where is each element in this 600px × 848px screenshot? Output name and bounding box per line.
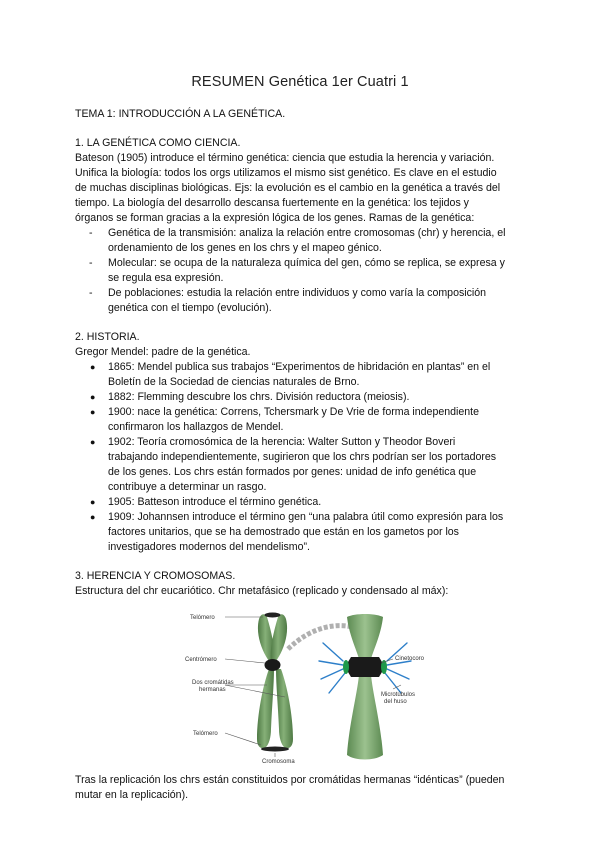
list-item (75, 495, 535, 510)
kinetochore-left (343, 660, 349, 674)
label-microtubules-2: del huso (384, 699, 407, 705)
section-1-paragraph-line: Bateson (1905) introduce el término genética: ciencia que estudia la herencia y variación. (75, 152, 495, 164)
section-1-heading: 1. LA GENÉTICA COMO CIENCIA. (75, 137, 241, 149)
section-3-after-line: Tras la replicación los chrs están constituidos por cromátidas hermanas “idénticas” (pueden (75, 774, 505, 786)
transition-arrow (288, 626, 360, 649)
list-item-line: ordenamiento de los genes en los chrs y el mapeo génico. (108, 242, 382, 254)
chromatid-right-upper (347, 614, 383, 659)
list-item-line: se regula esa expresión. (108, 272, 224, 284)
list-item-line: genética con el tiempo (evolución). (108, 302, 272, 314)
list-item-line: 1900: nace la genética: Correns, Tchersmark y De Vrie de forma independiente (108, 406, 479, 418)
chromatid-right-top (271, 614, 287, 661)
list-item (75, 435, 535, 495)
bullet-marker: ● (90, 392, 96, 402)
telomere-top-cap (265, 613, 281, 618)
list-item-line: 1905: Batteson introduce el término genética. (108, 496, 322, 508)
list-item-line: investigadores modernos del mendelismo”. (108, 541, 310, 553)
list-item-line: 1882: Flemming descubre los chrs. División reductora (meiosis). (108, 391, 410, 403)
chromatid-left-bottom (257, 669, 274, 748)
list-item-line: confirmaron los hallazgos de Mendel. (108, 421, 284, 433)
list-item (75, 510, 535, 555)
section-1-paragraph-line: Unifica la biología: todos los orgs utilizamos el mismo sist genético. Es clave en el estudio (75, 167, 497, 179)
section-3-after-line: mutar en la replicación). (75, 789, 189, 801)
dash-marker: - (89, 287, 93, 299)
chromosome-left (257, 613, 293, 752)
section-1-paragraph-line: de muchas disciplinas biológicas. Ejs: la evolución es el cambio en la genética a través del (75, 182, 501, 194)
list-item-line: factores unitarios, que se ha demostrado que están en los gametos por los (108, 526, 459, 538)
label-sister-chromatids-1: Dos cromátidas (192, 680, 234, 686)
kinetochore-body (345, 657, 385, 677)
telomere-bottom-cap (261, 747, 289, 752)
topic-heading: TEMA 1: INTRODUCCIÓN A LA GENÉTICA. (75, 108, 286, 120)
section-1-paragraph-line: tiempo. La biología del desarrollo descansa fuertemente en la genética: los tejidos y (75, 197, 469, 209)
list-item-line: Genética de la transmisión: analiza la relación entre cromosomas (chr) y herencia, el (108, 227, 506, 239)
list-item-line: 1865: Mendel publica sus trabajos “Experimentos de hibridación en plantas” en el (108, 361, 491, 373)
list-item-line: 1909: Johannsen introduce el término gen “una palabra útil como expresión para los (108, 511, 504, 523)
spacer (75, 122, 535, 136)
bullet-marker: ● (90, 437, 96, 447)
label-telomere-bottom: Telómero (193, 731, 218, 737)
list-item-line: 1902: Teoría cromosómica de la herencia: Walter Sutton y Theodor Boveri (108, 436, 456, 448)
section-1-paragraph-line: órganos se forman gracias a la expresión lógica de los genes. Ramas de la genética: (75, 212, 475, 224)
section-2-heading: 2. HISTORIA. (75, 331, 140, 343)
spacer (75, 316, 535, 330)
list-item-line: Boletín de la Sociedad de ciencias naturales de Brno. (108, 376, 360, 388)
list-item (75, 360, 535, 390)
bullet-marker: ● (90, 497, 96, 507)
centromere (265, 659, 281, 671)
list-item-line: contribuye a determinar un rasgo. (108, 481, 267, 493)
list-item (75, 405, 535, 435)
dash-marker: - (89, 227, 93, 239)
label-telomere-top: Telómero (190, 615, 215, 621)
list-item (75, 390, 535, 405)
list-item-line: trabajando independientemente, sugirieron que los chrs podrían ser los portadores (108, 451, 497, 463)
list-item (75, 226, 535, 256)
bullet-marker: ● (90, 512, 96, 522)
list-item-line: De poblaciones: estudia la relación entre individuos y como varía la composición (108, 287, 487, 299)
chromosome-figure (75, 605, 535, 773)
chromosome-diagram (75, 605, 535, 773)
list-item-line: Molecular: se ocupa de la naturaleza química del gen, cómo se replica, se expresa y (108, 257, 505, 269)
list-item (75, 286, 535, 316)
label-centromere: Centrómero (185, 657, 217, 663)
section-2-intro: Gregor Mendel: padre de la genética. (75, 346, 251, 358)
document-body (75, 107, 535, 803)
chromatid-right-bottom (276, 669, 293, 748)
label-sister-chromatids-2: hermanas (199, 687, 226, 693)
list-item (75, 256, 535, 286)
dash-marker: - (89, 257, 93, 269)
label-kinetochore: Cinetocoro (395, 656, 425, 662)
bullet-marker: ● (90, 362, 96, 372)
document-title: RESUMEN Genética 1er Cuatri 1 (191, 74, 409, 90)
spacer (75, 555, 535, 569)
bullet-marker: ● (90, 407, 96, 417)
label-chromosome: Cromosoma (262, 759, 295, 765)
section-3-intro: Estructura del chr eucariótico. Chr metafásico (replicado y condensado al máx): (75, 585, 449, 597)
section-3-heading: 3. HERENCIA Y CROMOSOMAS. (75, 570, 236, 582)
label-microtubules-1: Microtúbulos (381, 692, 416, 698)
list-item-line: de los genes. Los chrs están formados por genes: unidad de info genética que (108, 466, 477, 478)
chromatid-right-lower (347, 675, 383, 760)
